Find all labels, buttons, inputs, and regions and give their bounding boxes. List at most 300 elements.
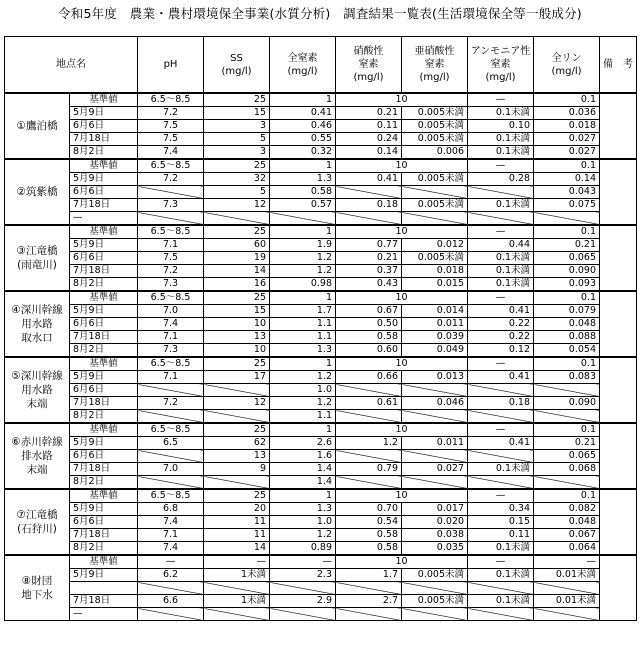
remarks-cell xyxy=(600,291,637,357)
standard-nitrogen-combined: 10 xyxy=(336,291,468,305)
sample-date: 7月18日 xyxy=(70,133,138,146)
value-total-nitrogen: 2.3 xyxy=(270,569,336,582)
value-ss xyxy=(204,608,270,621)
sample-date: 5月9日 xyxy=(70,371,138,384)
value-total-nitrogen: 1.2 xyxy=(270,529,336,542)
header-ammonia-nitrogen: アンモニア性 窒素 (mg/l) xyxy=(468,37,534,94)
value-ammonia: 0.22 xyxy=(468,318,534,331)
value-ss: 1未満 xyxy=(204,595,270,608)
sample-date: 5月9日 xyxy=(70,503,138,516)
value-ph: 6.5 xyxy=(138,437,204,450)
value-ammonia xyxy=(468,608,534,621)
measurement-row xyxy=(5,582,637,595)
value-nitrate: 0.50 xyxy=(336,318,402,331)
sample-date: 7月18日 xyxy=(70,199,138,212)
standard-ammonia: — xyxy=(468,555,534,569)
standard-ph: 6.5～8.5 xyxy=(138,357,204,371)
standard-ss: 25 xyxy=(204,159,270,173)
standard-row xyxy=(5,93,637,107)
standard-total-nitrogen: — xyxy=(270,555,336,569)
value-ammonia: 0.1未満 xyxy=(468,595,534,608)
sample-date: 6月6日 xyxy=(70,450,138,463)
standard-ph: 6.5～8.5 xyxy=(138,159,204,173)
value-nitrate xyxy=(336,212,402,226)
standard-total-nitrogen: 1 xyxy=(270,159,336,173)
value-ss: 12 xyxy=(204,397,270,410)
value-ammonia xyxy=(468,186,534,199)
value-total-phosphorus xyxy=(534,410,600,424)
value-nitrite xyxy=(402,384,468,397)
value-ph: 7.4 xyxy=(138,516,204,529)
value-ss: 20 xyxy=(204,503,270,516)
sample-date: 6月6日 xyxy=(70,516,138,529)
value-total-phosphorus: 0.068 xyxy=(534,463,600,476)
value-total-nitrogen: 1.4 xyxy=(270,476,336,490)
standard-label: 基準値 xyxy=(70,423,138,437)
measurement-row xyxy=(5,278,637,292)
sample-date: 7月18日 xyxy=(70,463,138,476)
site-name: ④深川幹線 用水路 取水口 xyxy=(5,291,70,357)
site-name: ②筑紫橋 xyxy=(5,159,70,225)
value-nitrate: 0.61 xyxy=(336,397,402,410)
value-ammonia: 0.28 xyxy=(468,173,534,186)
value-total-phosphorus: 0.048 xyxy=(534,516,600,529)
value-total-nitrogen: 1.3 xyxy=(270,173,336,186)
measurement-row xyxy=(5,450,637,463)
standard-row xyxy=(5,555,637,569)
standard-total-nitrogen: 1 xyxy=(270,93,336,107)
value-nitrite: 0.011 xyxy=(402,437,468,450)
standard-ph: 6.5～8.5 xyxy=(138,93,204,107)
standard-row xyxy=(5,159,637,173)
value-nitrite: 0.005未満 xyxy=(402,173,468,186)
value-total-nitrogen: 1.1 xyxy=(270,410,336,424)
header-ph: pH xyxy=(138,37,204,94)
standard-label: 基準値 xyxy=(70,159,138,173)
standard-label: 基準値 xyxy=(70,555,138,569)
value-total-phosphorus: 0.027 xyxy=(534,133,600,146)
measurement-row xyxy=(5,371,637,384)
value-total-nitrogen: 2.9 xyxy=(270,595,336,608)
value-total-nitrogen: 1.3 xyxy=(270,344,336,358)
value-ss: 60 xyxy=(204,239,270,252)
remarks-cell xyxy=(600,93,637,159)
remarks-cell xyxy=(600,423,637,489)
site-name: ⑦江竜橋 (石狩川) xyxy=(5,489,70,555)
standard-nitrogen-combined: 10 xyxy=(336,93,468,107)
value-total-phosphorus: 0.090 xyxy=(534,397,600,410)
value-nitrite: 0.013 xyxy=(402,371,468,384)
value-nitrate: 0.58 xyxy=(336,331,402,344)
sample-date: 8月2日 xyxy=(70,146,138,160)
value-ammonia: 0.22 xyxy=(468,331,534,344)
value-ammonia: 0.1未満 xyxy=(468,463,534,476)
measurement-row xyxy=(5,212,637,226)
value-nitrate xyxy=(336,384,402,397)
remarks-cell xyxy=(600,555,637,621)
sample-date: 7月18日 xyxy=(70,529,138,542)
value-nitrate: 0.66 xyxy=(336,371,402,384)
value-ph: 6.8 xyxy=(138,503,204,516)
value-ammonia: 0.1未満 xyxy=(468,107,534,120)
measurement-row xyxy=(5,120,637,133)
results-body xyxy=(5,93,637,621)
value-ph: 7.2 xyxy=(138,107,204,120)
value-ss xyxy=(204,476,270,490)
value-ammonia xyxy=(468,476,534,490)
value-ss: 3 xyxy=(204,146,270,160)
value-total-phosphorus xyxy=(534,608,600,621)
value-ammonia: 0.1未満 xyxy=(468,569,534,582)
sample-date: 7月18日 xyxy=(70,265,138,278)
header-remarks: 備 考 xyxy=(600,37,637,94)
value-ph: 7.1 xyxy=(138,331,204,344)
value-ph: 7.3 xyxy=(138,199,204,212)
value-total-nitrogen xyxy=(270,608,336,621)
value-total-phosphorus: 0.043 xyxy=(534,186,600,199)
measurement-row xyxy=(5,173,637,186)
value-ph: 7.5 xyxy=(138,133,204,146)
measurement-row xyxy=(5,516,637,529)
value-ph: 7.2 xyxy=(138,265,204,278)
value-total-phosphorus: 0.01未満 xyxy=(534,569,600,582)
value-total-phosphorus: 0.082 xyxy=(534,503,600,516)
value-total-nitrogen: 1.2 xyxy=(270,265,336,278)
measurement-row xyxy=(5,569,637,582)
value-nitrite: 0.011 xyxy=(402,318,468,331)
value-nitrate: 0.11 xyxy=(336,120,402,133)
measurement-row xyxy=(5,186,637,199)
value-total-nitrogen: 1.0 xyxy=(270,384,336,397)
value-total-nitrogen: 1.1 xyxy=(270,318,336,331)
value-ss: 17 xyxy=(204,371,270,384)
site-name: ⑥赤川幹線 排水路 末端 xyxy=(5,423,70,489)
value-total-phosphorus: 0.036 xyxy=(534,107,600,120)
sample-date: 6月6日 xyxy=(70,384,138,397)
value-ss: 3 xyxy=(204,120,270,133)
site-name: ③江竜橋 (雨竜川) xyxy=(5,225,70,291)
value-total-nitrogen: 1.0 xyxy=(270,516,336,529)
value-nitrate: 0.67 xyxy=(336,305,402,318)
sample-date: 8月2日 xyxy=(70,542,138,556)
value-nitrite xyxy=(402,450,468,463)
value-ph xyxy=(138,476,204,490)
value-ammonia xyxy=(468,212,534,226)
value-ammonia xyxy=(468,582,534,595)
value-ss xyxy=(204,582,270,595)
value-ph xyxy=(138,450,204,463)
sample-date xyxy=(70,582,138,595)
sample-date: 7月18日 xyxy=(70,397,138,410)
sample-date: — xyxy=(70,608,138,621)
measurement-row xyxy=(5,410,637,424)
value-ph: 7.3 xyxy=(138,278,204,292)
site-name: ①鷹泊橋 xyxy=(5,93,70,159)
value-nitrite: 0.006 xyxy=(402,146,468,160)
standard-label: 基準値 xyxy=(70,357,138,371)
sample-date: 5月9日 xyxy=(70,569,138,582)
remarks-cell xyxy=(600,159,637,225)
value-ph: 7.4 xyxy=(138,542,204,556)
measurement-row xyxy=(5,529,637,542)
value-total-phosphorus xyxy=(534,476,600,490)
standard-ammonia: — xyxy=(468,159,534,173)
value-total-phosphorus: 0.018 xyxy=(534,120,600,133)
value-total-nitrogen xyxy=(270,212,336,226)
value-total-nitrogen: 0.98 xyxy=(270,278,336,292)
value-ammonia: 0.12 xyxy=(468,344,534,358)
standard-label: 基準値 xyxy=(70,291,138,305)
sample-date: 8月2日 xyxy=(70,278,138,292)
measurement-row xyxy=(5,595,637,608)
value-total-phosphorus xyxy=(534,384,600,397)
value-total-phosphorus: 0.054 xyxy=(534,344,600,358)
value-total-nitrogen: 1.4 xyxy=(270,463,336,476)
value-total-phosphorus: 0.090 xyxy=(534,265,600,278)
value-nitrite: 0.012 xyxy=(402,239,468,252)
value-ammonia: 0.41 xyxy=(468,437,534,450)
value-nitrite xyxy=(402,476,468,490)
value-ss: 15 xyxy=(204,305,270,318)
sample-date: 8月2日 xyxy=(70,410,138,424)
standard-ss: — xyxy=(204,555,270,569)
sample-date: 5月9日 xyxy=(70,107,138,120)
value-nitrite: 0.038 xyxy=(402,529,468,542)
value-ph xyxy=(138,212,204,226)
value-total-nitrogen: 1.2 xyxy=(270,397,336,410)
value-ph: 6.2 xyxy=(138,569,204,582)
sample-date: — xyxy=(70,212,138,226)
value-total-nitrogen: 0.41 xyxy=(270,107,336,120)
value-ph xyxy=(138,608,204,621)
standard-ph: 6.5～8.5 xyxy=(138,489,204,503)
standard-ammonia: — xyxy=(468,423,534,437)
value-ammonia: 0.44 xyxy=(468,239,534,252)
sample-date: 5月9日 xyxy=(70,173,138,186)
value-ss: 9 xyxy=(204,463,270,476)
value-nitrite: 0.039 xyxy=(402,331,468,344)
value-ammonia: 0.34 xyxy=(468,503,534,516)
value-nitrate: 0.79 xyxy=(336,463,402,476)
standard-ammonia: — xyxy=(468,357,534,371)
value-ph: 7.0 xyxy=(138,305,204,318)
sample-date: 5月9日 xyxy=(70,437,138,450)
standard-total-phosphorus: 0.1 xyxy=(534,93,600,107)
standard-ammonia: — xyxy=(468,489,534,503)
value-ph: 7.2 xyxy=(138,173,204,186)
value-nitrite xyxy=(402,212,468,226)
standard-total-nitrogen: 1 xyxy=(270,423,336,437)
value-total-nitrogen: 0.32 xyxy=(270,146,336,160)
standard-nitrogen-combined: 10 xyxy=(336,159,468,173)
value-total-nitrogen: 1.6 xyxy=(270,450,336,463)
sample-date: 5月9日 xyxy=(70,239,138,252)
sample-date: 7月18日 xyxy=(70,595,138,608)
standard-total-phosphorus: 0.1 xyxy=(534,159,600,173)
value-ph xyxy=(138,410,204,424)
value-ss: 12 xyxy=(204,199,270,212)
measurement-row xyxy=(5,608,637,621)
value-ss xyxy=(204,384,270,397)
measurement-row xyxy=(5,463,637,476)
value-nitrite xyxy=(402,186,468,199)
value-total-phosphorus: 0.065 xyxy=(534,252,600,265)
value-ss: 1未満 xyxy=(204,569,270,582)
value-ss: 10 xyxy=(204,318,270,331)
value-ammonia xyxy=(468,410,534,424)
standard-total-phosphorus: 0.1 xyxy=(534,489,600,503)
value-nitrate: 1.7 xyxy=(336,569,402,582)
value-total-phosphorus: 0.048 xyxy=(534,318,600,331)
standard-total-nitrogen: 1 xyxy=(270,225,336,239)
value-ammonia xyxy=(468,384,534,397)
value-nitrate: 0.43 xyxy=(336,278,402,292)
value-ph: 7.5 xyxy=(138,120,204,133)
value-total-phosphorus: 0.065 xyxy=(534,450,600,463)
value-ss: 62 xyxy=(204,437,270,450)
value-ammonia: 0.41 xyxy=(468,371,534,384)
standard-total-phosphorus: 0.1 xyxy=(534,357,600,371)
value-ph: 6.6 xyxy=(138,595,204,608)
value-nitrate: 0.58 xyxy=(336,529,402,542)
standard-row xyxy=(5,225,637,239)
value-ph: 7.0 xyxy=(138,463,204,476)
results-table xyxy=(4,36,637,621)
measurement-row xyxy=(5,331,637,344)
value-total-nitrogen: 1.2 xyxy=(270,371,336,384)
header-ss: SS (mg/l) xyxy=(204,37,270,94)
measurement-row xyxy=(5,476,637,490)
value-total-phosphorus: 0.067 xyxy=(534,529,600,542)
value-nitrate: 0.18 xyxy=(336,199,402,212)
standard-nitrogen-combined: 10 xyxy=(336,555,468,569)
value-nitrite xyxy=(402,582,468,595)
value-ph: 7.2 xyxy=(138,397,204,410)
value-ammonia: 0.1未満 xyxy=(468,146,534,160)
value-ph: 7.1 xyxy=(138,239,204,252)
value-nitrite: 0.005未満 xyxy=(402,107,468,120)
value-nitrite xyxy=(402,410,468,424)
sample-date: 8月2日 xyxy=(70,476,138,490)
value-total-phosphorus: 0.093 xyxy=(534,278,600,292)
value-ss: 19 xyxy=(204,252,270,265)
standard-total-nitrogen: 1 xyxy=(270,291,336,305)
value-total-nitrogen: 1.3 xyxy=(270,503,336,516)
value-ph: 7.1 xyxy=(138,371,204,384)
header-site: 地点名 xyxy=(5,37,138,94)
standard-total-phosphorus: 0.1 xyxy=(534,291,600,305)
value-total-nitrogen: 0.46 xyxy=(270,120,336,133)
sample-date: 7月18日 xyxy=(70,331,138,344)
standard-ammonia: — xyxy=(468,93,534,107)
value-nitrate: 0.70 xyxy=(336,503,402,516)
standard-ss: 25 xyxy=(204,93,270,107)
value-nitrate: 2.7 xyxy=(336,595,402,608)
value-ss: 15 xyxy=(204,107,270,120)
value-ammonia xyxy=(468,450,534,463)
value-ph xyxy=(138,582,204,595)
value-nitrate: 0.77 xyxy=(336,239,402,252)
site-name: ⑤深川幹線 用水路 末端 xyxy=(5,357,70,423)
remarks-cell xyxy=(600,357,637,423)
standard-nitrogen-combined: 10 xyxy=(336,489,468,503)
value-nitrate: 0.14 xyxy=(336,146,402,160)
measurement-row xyxy=(5,384,637,397)
standard-label: 基準値 xyxy=(70,225,138,239)
value-nitrite: 0.020 xyxy=(402,516,468,529)
value-nitrate xyxy=(336,582,402,595)
value-total-phosphorus xyxy=(534,582,600,595)
value-ss: 13 xyxy=(204,450,270,463)
standard-ph: 6.5～8.5 xyxy=(138,225,204,239)
standard-row xyxy=(5,489,637,503)
standard-total-phosphorus: — xyxy=(534,555,600,569)
value-total-nitrogen: 1.2 xyxy=(270,252,336,265)
standard-row xyxy=(5,423,637,437)
value-ammonia: 0.1未満 xyxy=(468,133,534,146)
standard-total-nitrogen: 1 xyxy=(270,489,336,503)
standard-nitrogen-combined: 10 xyxy=(336,423,468,437)
value-ph xyxy=(138,186,204,199)
value-nitrite: 0.049 xyxy=(402,344,468,358)
value-ammonia: 0.1未満 xyxy=(468,542,534,556)
value-total-phosphorus: 0.21 xyxy=(534,239,600,252)
value-ss: 11 xyxy=(204,529,270,542)
measurement-row xyxy=(5,199,637,212)
value-nitrate: 0.41 xyxy=(336,173,402,186)
value-total-nitrogen: 2.6 xyxy=(270,437,336,450)
value-ss: 10 xyxy=(204,344,270,358)
value-ss xyxy=(204,410,270,424)
measurement-row xyxy=(5,437,637,450)
value-total-phosphorus: 0.01未満 xyxy=(534,595,600,608)
value-nitrate: 0.24 xyxy=(336,133,402,146)
measurement-row xyxy=(5,542,637,556)
standard-ss: 25 xyxy=(204,489,270,503)
value-ammonia: 0.15 xyxy=(468,516,534,529)
value-total-nitrogen: 0.55 xyxy=(270,133,336,146)
standard-total-phosphorus: 0.1 xyxy=(534,225,600,239)
value-ammonia: 0.10 xyxy=(468,120,534,133)
value-total-phosphorus: 0.064 xyxy=(534,542,600,556)
value-ss: 14 xyxy=(204,265,270,278)
standard-ss: 25 xyxy=(204,291,270,305)
value-total-phosphorus: 0.088 xyxy=(534,331,600,344)
value-total-nitrogen: 1.1 xyxy=(270,331,336,344)
value-ph: 7.4 xyxy=(138,318,204,331)
measurement-row xyxy=(5,239,637,252)
value-nitrite: 0.046 xyxy=(402,397,468,410)
header-nitrite-nitrogen: 亜硝酸性 窒素 (mg/l) xyxy=(402,37,468,94)
header-total-phosphorus: 全リン (mg/l) xyxy=(534,37,600,94)
value-nitrate xyxy=(336,186,402,199)
standard-ammonia: — xyxy=(468,291,534,305)
value-nitrate: 1.2 xyxy=(336,437,402,450)
header-nitrate-nitrogen: 硝酸性 窒素 (mg/l) xyxy=(336,37,402,94)
value-nitrite: 0.005未満 xyxy=(402,133,468,146)
site-name: ⑧財団 地下水 xyxy=(5,555,70,621)
value-nitrate xyxy=(336,410,402,424)
sample-date: 5月9日 xyxy=(70,305,138,318)
value-nitrite: 0.015 xyxy=(402,278,468,292)
value-ammonia: 0.41 xyxy=(468,305,534,318)
measurement-row xyxy=(5,265,637,278)
standard-total-nitrogen: 1 xyxy=(270,357,336,371)
remarks-cell xyxy=(600,489,637,555)
value-nitrite: 0.005未満 xyxy=(402,595,468,608)
sample-date: 8月2日 xyxy=(70,344,138,358)
value-total-phosphorus: 0.083 xyxy=(534,371,600,384)
